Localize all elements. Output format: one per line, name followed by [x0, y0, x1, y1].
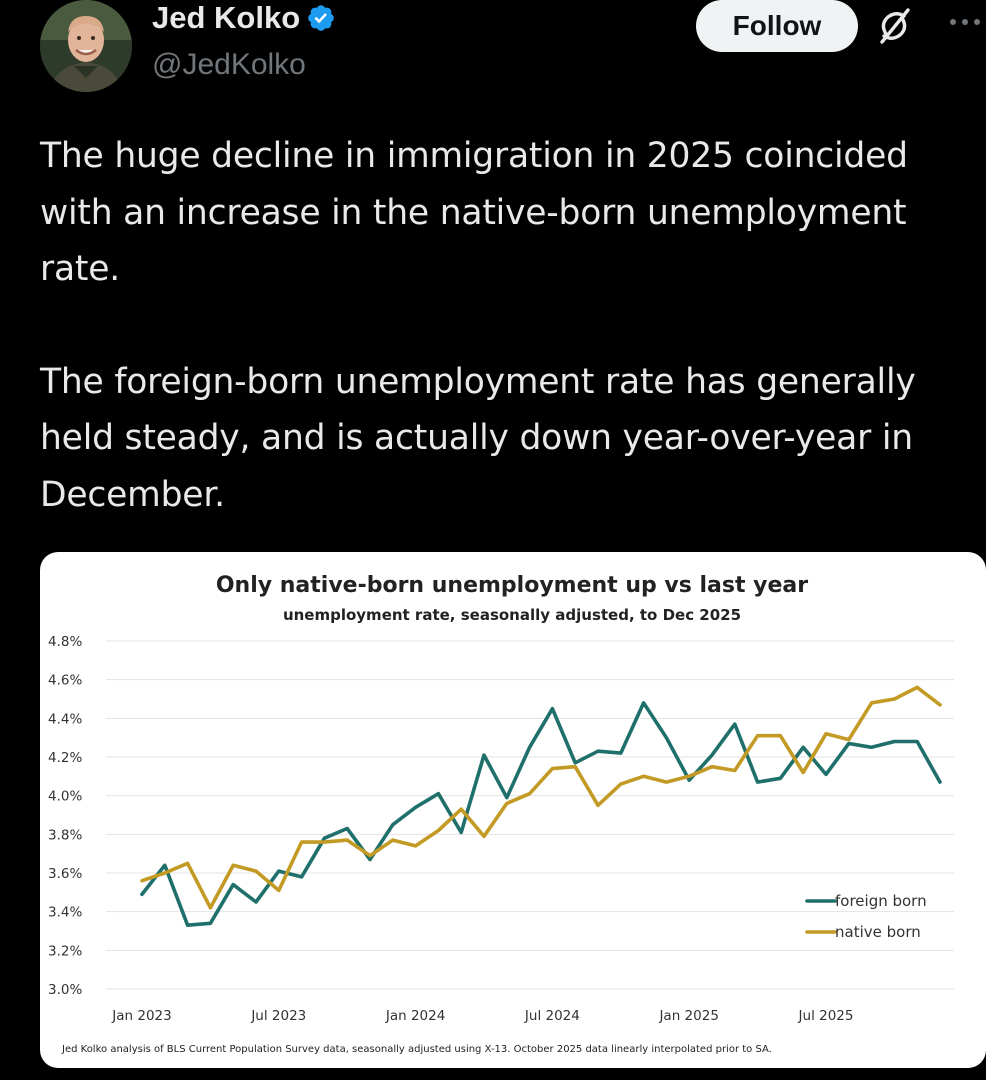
chart-legend — [807, 892, 927, 941]
y-axis-ticks — [48, 634, 82, 998]
follow-button[interactable]: Follow — [696, 0, 858, 52]
y-tick-label: 4.6% — [48, 672, 83, 689]
chart-subtitle: unemployment rate, seasonally adjusted, to Dec 2025 — [282, 606, 742, 624]
y-tick-label: 3.6% — [48, 866, 83, 882]
x-tick-label: Jul 2025 — [798, 1008, 854, 1024]
series-line-native-born — [142, 687, 940, 907]
y-tick-label: 4.0% — [48, 788, 83, 805]
author-name-row[interactable] — [152, 0, 336, 40]
tweet-text — [40, 128, 980, 523]
x-tick-label: Jan 2024 — [385, 1008, 446, 1024]
x-tick-label: Jul 2024 — [524, 1008, 580, 1024]
author-handle[interactable]: @JedKolko — [152, 48, 306, 81]
y-tick-label: 4.8% — [48, 634, 83, 650]
grok-icon[interactable] — [872, 4, 916, 48]
display-name[interactable]: Jed Kolko — [152, 0, 301, 35]
verified-badge-icon — [306, 3, 336, 33]
source-note: Jed Kolko analysis of BLS Current Population Survey data, seasonally adjusted using X-13. October 2025 data linearly interpolated prior to SA. — [62, 1044, 772, 1055]
x-axis-ticks — [111, 1008, 853, 1024]
more-dots-icon[interactable] — [944, 10, 986, 34]
y-tick-label: 3.0% — [48, 982, 83, 998]
line-chart — [40, 552, 986, 1068]
legend-label: native born — [835, 923, 921, 941]
legend-label: foreign born — [835, 892, 927, 910]
avatar[interactable] — [40, 0, 132, 92]
y-tick-label: 3.4% — [48, 904, 83, 921]
series-line-foreign-born — [142, 703, 940, 925]
y-tick-label: 4.2% — [48, 750, 83, 766]
tweet-paragraph: The foreign-born unemployment rate has generally held steady, and is actually down year-over-year in December. — [40, 361, 916, 515]
y-tick-label: 3.8% — [48, 827, 83, 844]
y-tick-label: 4.4% — [48, 711, 83, 728]
avatar-image — [40, 0, 132, 92]
chart-image[interactable] — [40, 552, 986, 1068]
x-tick-label: Jul 2023 — [251, 1008, 307, 1024]
x-tick-label: Jan 2023 — [112, 1008, 172, 1024]
chart-series — [142, 687, 940, 925]
chart-gridlines — [106, 641, 954, 989]
chart-title: Only native-born unemployment up vs last year — [215, 573, 809, 598]
y-tick-label: 3.2% — [48, 943, 83, 960]
tweet-paragraph: The huge decline in immigration in 2025 coincided with an increase in the native-born unemployment rate. — [40, 136, 908, 289]
x-tick-label: Jan 2025 — [659, 1008, 719, 1024]
